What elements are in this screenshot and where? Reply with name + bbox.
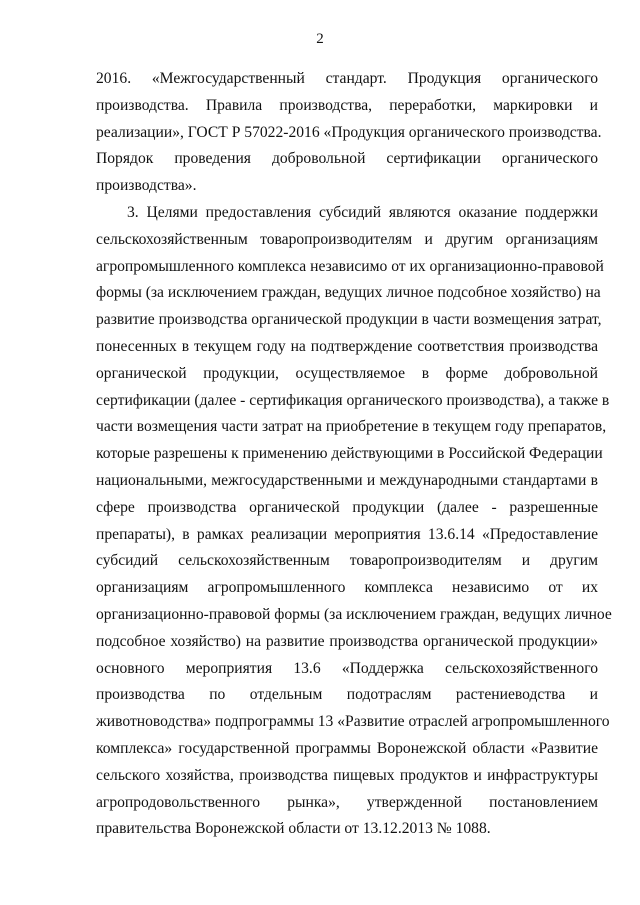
document-body [96, 66, 612, 843]
text-line: организационно-правовой формы (за исключением граждан, ведущих личное [96, 605, 612, 623]
text-line: субсидий сельскохозяйственным товаропроизводителям и другим [96, 552, 598, 570]
text-line: формы (за исключением граждан, ведущих личное подсобное хозяйство) на [96, 284, 601, 302]
text-line: национальными, межгосударственными и международными стандартами в [96, 471, 598, 489]
text-line: основного мероприятия 13.6 «Поддержка сельскохозяйственного [96, 659, 598, 677]
text-line: которые разрешены к применению действующими в Российской Федерации [96, 445, 603, 463]
text-line: агропромышленного комплекса независимо от их организационно-правовой [96, 257, 604, 275]
text-line: части возмещения части затрат на приобретение в текущем году препаратов, [96, 418, 607, 436]
text-line: сертификации (далее - сертификация органического производства), а также в [96, 391, 610, 409]
text-line: производства. Правила производства, переработки, маркировки и [96, 96, 598, 114]
text-line: комплекса» государственной программы Воронежской области «Развитие [96, 739, 598, 757]
text-line: 2016. «Межгосударственный стандарт. Продукция органического [96, 70, 598, 87]
text-line: Порядок проведения добровольной сертификации органического [96, 150, 598, 168]
paragraph-3 [96, 200, 612, 843]
text-line: животноводства» подпрограммы 13 «Развитие отраслей агропромышленного [96, 713, 610, 731]
text-line: организациям агропромышленного комплекса независимо от их [96, 579, 598, 597]
text-line: сфере производства органической продукции (далее - разрешенные [96, 498, 598, 516]
text-line: производства по отдельным подотраслям растениеводства и [96, 686, 598, 704]
text-line: реализации», ГОСТ Р 57022-2016 «Продукция органического производства. [96, 123, 602, 141]
text-line: производства». [96, 177, 197, 195]
text-line: подсобное хозяйство) на развитие производства органической продукции» [96, 632, 598, 650]
text-line: понесенных в текущем году на подтверждение соответствия производства [96, 337, 598, 355]
text-line: препараты), в рамках реализации мероприятия 13.6.14 «Предоставление [96, 525, 598, 543]
page-number: 2 [316, 31, 324, 47]
text-line: агропродовольственного рынка», утвержденной постановлением [96, 793, 598, 811]
paragraph-continuation [96, 66, 602, 200]
text-line: правительства Воронежской области от 13.12.2013 № 1088. [96, 820, 491, 838]
text-line: сельского хозяйства, производства пищевых продуктов и инфраструктуры [96, 766, 598, 784]
text-line: сельскохозяйственным товаропроизводителям и другим организациям [96, 230, 598, 248]
text-line: 3. Целями предоставления субсидий являются оказание поддержки [127, 203, 598, 221]
text-line: развитие производства органической продукции в части возмещения затрат, [96, 311, 602, 329]
text-line: органической продукции, осуществляемое в форме добровольной [96, 364, 598, 382]
